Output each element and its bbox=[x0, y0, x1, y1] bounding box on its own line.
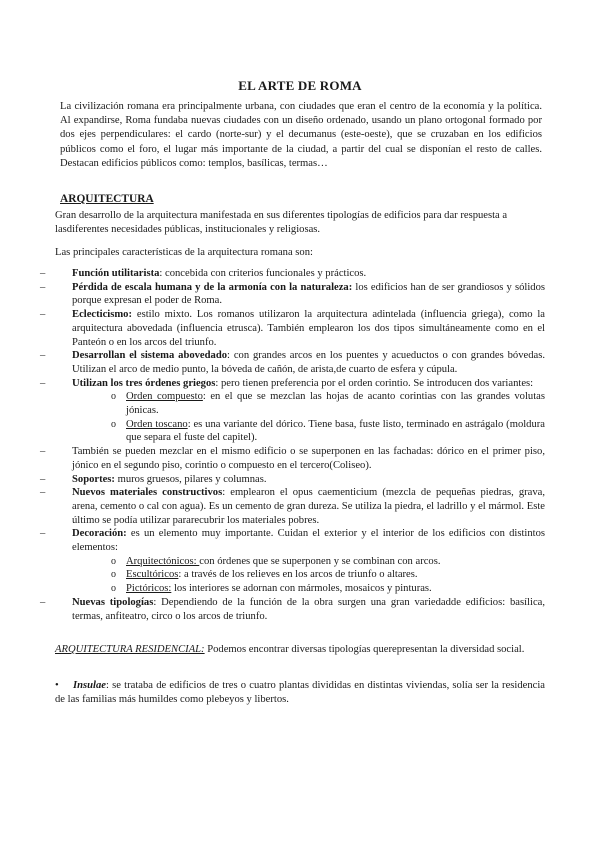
insulae-bullet: • Insulae: se trataba de edificios de tres o cuatro plantas divididas en distintas viviendas, solía ser la residencia de las familias más humildes como plebeyos y libertos. bbox=[55, 680, 545, 706]
list-item: – Eclecticismo: estilo mixto. Los romanos utilizaron la arquitectura adintelada (influencia griega), como la arquitectura abovedada (influencia etrusca). También emplearon los dos tipos simultáneamente como en el Panteón o en los arcos del triunfo. bbox=[40, 308, 545, 349]
sub-list-item: o Escultóricos: a través de los relieves en los arcos de triunfo o altares. bbox=[111, 568, 545, 582]
sub-list-item: o Pictóricos: los interiores se adornan con mármoles, mosaicos y pinturas. bbox=[111, 582, 545, 596]
sub-list-item: o Orden toscano: es una variante del dórico. Tiene basa, fuste listo, terminado en astrágalo (moldura que separa el fuste del capitel). bbox=[111, 418, 545, 445]
residencial-heading: ARQUITECTURA RESIDENCIAL: bbox=[55, 644, 205, 655]
bullet-icon: • bbox=[55, 680, 59, 691]
list-item: – Nuevos materiales constructivos: emplearon el opus caementicium (mezcla de pequeñas piedras, grava, arena, cemento o cal con agua). Es un cemento de gran dureza. Se utiliza la piedra, el ladrillo y el mármol. Este último se podía utilizar pararecubrir los materiales pobres. bbox=[40, 486, 545, 527]
sub-list-item: o Arquitectónicos: con órdenes que se superponen y se combinan con arcos. bbox=[111, 555, 545, 569]
residencial-paragraph: ARQUITECTURA RESIDENCIAL: Podemos encontrar diversas tipologías querepresentan la diversidad social. bbox=[55, 644, 525, 655]
list-item: – Pérdida de escala humana y de la armonía con la naturaleza: los edificios han de ser grandiosos y sólidos porque expresan el poder de Roma. bbox=[40, 281, 545, 308]
list-item: – Utilizan los tres órdenes griegos: pero tienen preferencia por el orden corintio. Se introducen dos variantes: o Orden compuesto: en el que se mezclan las hojas de acanto corintias con las grandes volutas jónicas. o Orden toscano: es una variante del dórico. Tiene basa, fuste listo, terminado en astrágalo (moldura que separa el fuste del capitel). bbox=[40, 377, 545, 446]
list-item: – Soportes: muros gruesos, pilares y columnas. bbox=[40, 473, 545, 487]
list-item: – Nuevas tipologías: Dependiendo de la función de la obra surgen una gran variedadde edificios: basílica, termas, anfiteatro, circo o los arcos de triunfo. bbox=[40, 596, 545, 623]
list-item: – Función utilitarista: concebida con criterios funcionales y prácticos. bbox=[40, 267, 545, 281]
list-item: – Decoración: es un elemento muy importante. Cuidan el exterior y el interior de los edificios con distintos elementos: o Arquitectónicos: con órdenes que se superponen y se combinan con arcos. o Escultóricos: a través de los relieves en los arcos de triunfo o altares. o Pictóricos: los interiores se adornan con mármoles, mosaicos y pinturas. bbox=[40, 527, 545, 596]
sub-list bbox=[72, 555, 545, 596]
section-heading-arquitectura: ARQUITECTURA bbox=[60, 193, 154, 205]
sub-list-item: o Orden compuesto: en el que se mezclan las hojas de acanto corintias con las grandes volutas jónicas. bbox=[111, 390, 545, 417]
list-item: – Desarrollan el sistema abovedado: con grandes arcos en los puentes y acueductos o con grandes bóvedas. Utilizan el arco de medio punto, la bóveda de cañón, de arista,de cuarto de esfera y cúpula. bbox=[40, 349, 545, 376]
arquitectura-intro: Gran desarrollo de la arquitectura manifestada en sus diferentes tipologías de edificios para dar respuesta a lasdiferentes necesidades públicas, institucionales y religiosas. bbox=[55, 210, 508, 236]
list-item: – También se pueden mezclar en el mismo edificio o se superponen en las fachadas: dórico en el primer piso, jónico en el segundo piso, corintio o compuesto en el tercero(Coliseo). bbox=[40, 445, 545, 472]
arquitectura-lead: Las principales características de la arquitectura romana son: bbox=[55, 247, 313, 258]
sub-list bbox=[72, 390, 545, 445]
characteristics-list bbox=[40, 267, 545, 623]
insulae-term: Insulae bbox=[73, 680, 106, 691]
intro-paragraph: La civilización romana era principalmente urbana, con ciudades que eran el centro de la economía y la política. Al expandirse, Roma fundaba nuevas ciudades con un diseño ordenado, usando un plano ortogonal formado por dos ejes perpendiculares: el cardo (norte-sur) y el decumanus (este-oeste), que se cruzaban en los edificios públicos como el foro, el lugar más importante de la ciudad, a partir del cual se disponían el resto de calles. Destacan edificios públicos como: templos, basílicas, termas… bbox=[60, 101, 542, 169]
page-title: EL ARTE DE ROMA bbox=[238, 78, 362, 93]
